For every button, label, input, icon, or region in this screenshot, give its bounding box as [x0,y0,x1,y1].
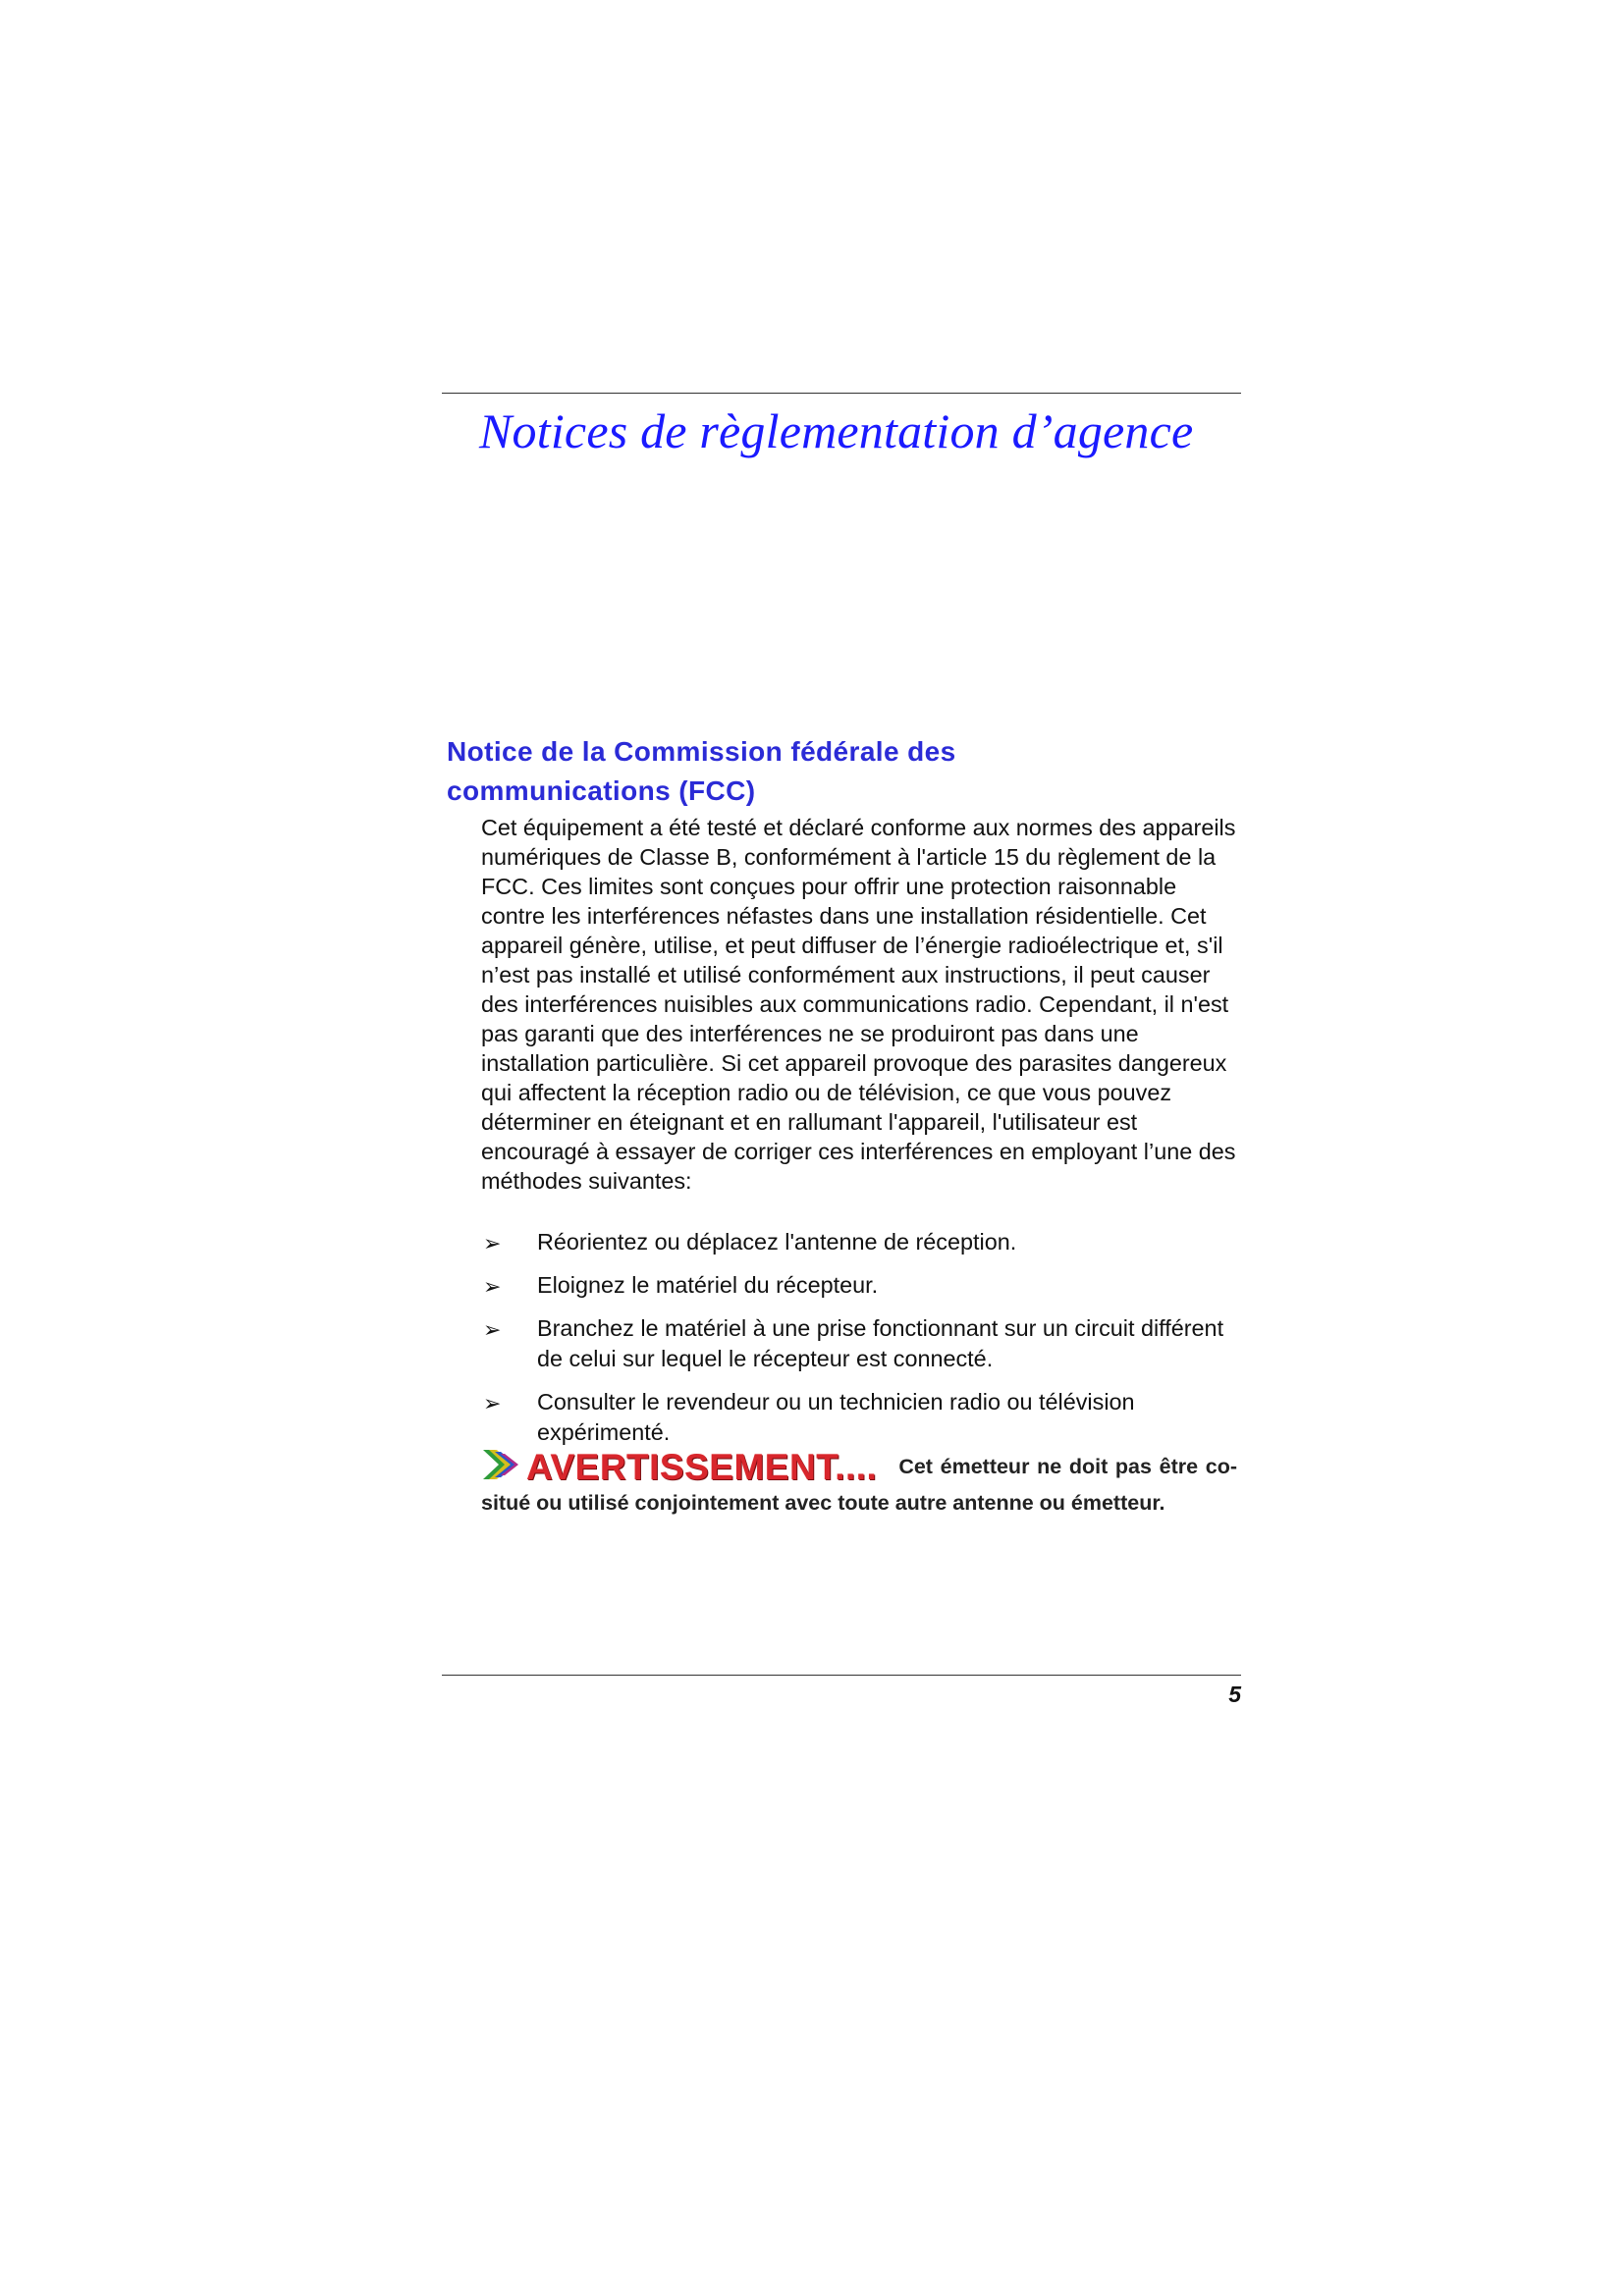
top-rule [442,393,1241,394]
section-heading [447,732,1134,811]
fcc-paragraph: Cet équipement a été testé et déclaré conforme aux normes des appareils numériques de Classe B, conformément à l'article 15 du règlement de la FCC. Ces limites sont conçues pour offrir une protection raisonnable contre les interférences néfastes dans une installation résidentielle. Cet appareil génère, utilise, et peut diffuser de l’énergie radioélectrique et, s'il n’est pas installé et utilisé conformément aux instructions, il peut causer des interférences nuisibles aux communications radio. Cependant, il n'est pas garanti que des interférences ne se produiront pas dans une installation particulière. Si cet appareil provoque des parasites dangereux qui affectent la réception radio ou de télévision, ce que vous pouvez déterminer en éteignant et en rallumant l'appareil, l'utilisateur est encouragé à essayer de corriger ces interférences en employant l’une des méthodes suivantes: [481,815,1236,1194]
list-item [481,1227,1237,1257]
page-number: 5 [1228,1682,1241,1707]
section-heading-line1: Notice de la Commission fédérale des [447,736,956,767]
section-heading-line2: communications (FCC) [447,775,756,806]
arrow-bullet-icon: ➢ [483,1317,502,1342]
arrow-bullet-icon: ➢ [483,1391,502,1415]
list-item-text: Eloignez le matériel du récepteur. [537,1272,879,1298]
warning-arrow-icon [481,1448,520,1481]
list-item [481,1387,1237,1448]
list-item-text: Réorientez ou déplacez l'antenne de réception. [537,1229,1017,1255]
method-list [481,1227,1237,1461]
warning-text: Cet émetteur ne doit pas être co-situé ou utilisé conjointement avec toute autre antenne ou émetteur. [481,1455,1237,1515]
bottom-rule [442,1675,1241,1676]
arrow-bullet-icon: ➢ [483,1231,502,1255]
list-item-text: Branchez le matériel à une prise fonctionnant sur un circuit différent de celui sur lequel le récepteur est connecté. [537,1315,1224,1371]
list-item [481,1270,1237,1301]
list-item-text: Consulter le revendeur ou un technicien radio ou télévision expérimenté. [537,1389,1135,1445]
page-title: Notices de règlementation d’agence [479,403,1194,458]
list-item [481,1313,1237,1374]
warning-graphic [481,1448,877,1488]
warning-block [481,1448,1237,1518]
arrow-bullet-icon: ➢ [483,1274,502,1299]
warning-label: AVERTISSEMENT.... [526,1447,878,1487]
